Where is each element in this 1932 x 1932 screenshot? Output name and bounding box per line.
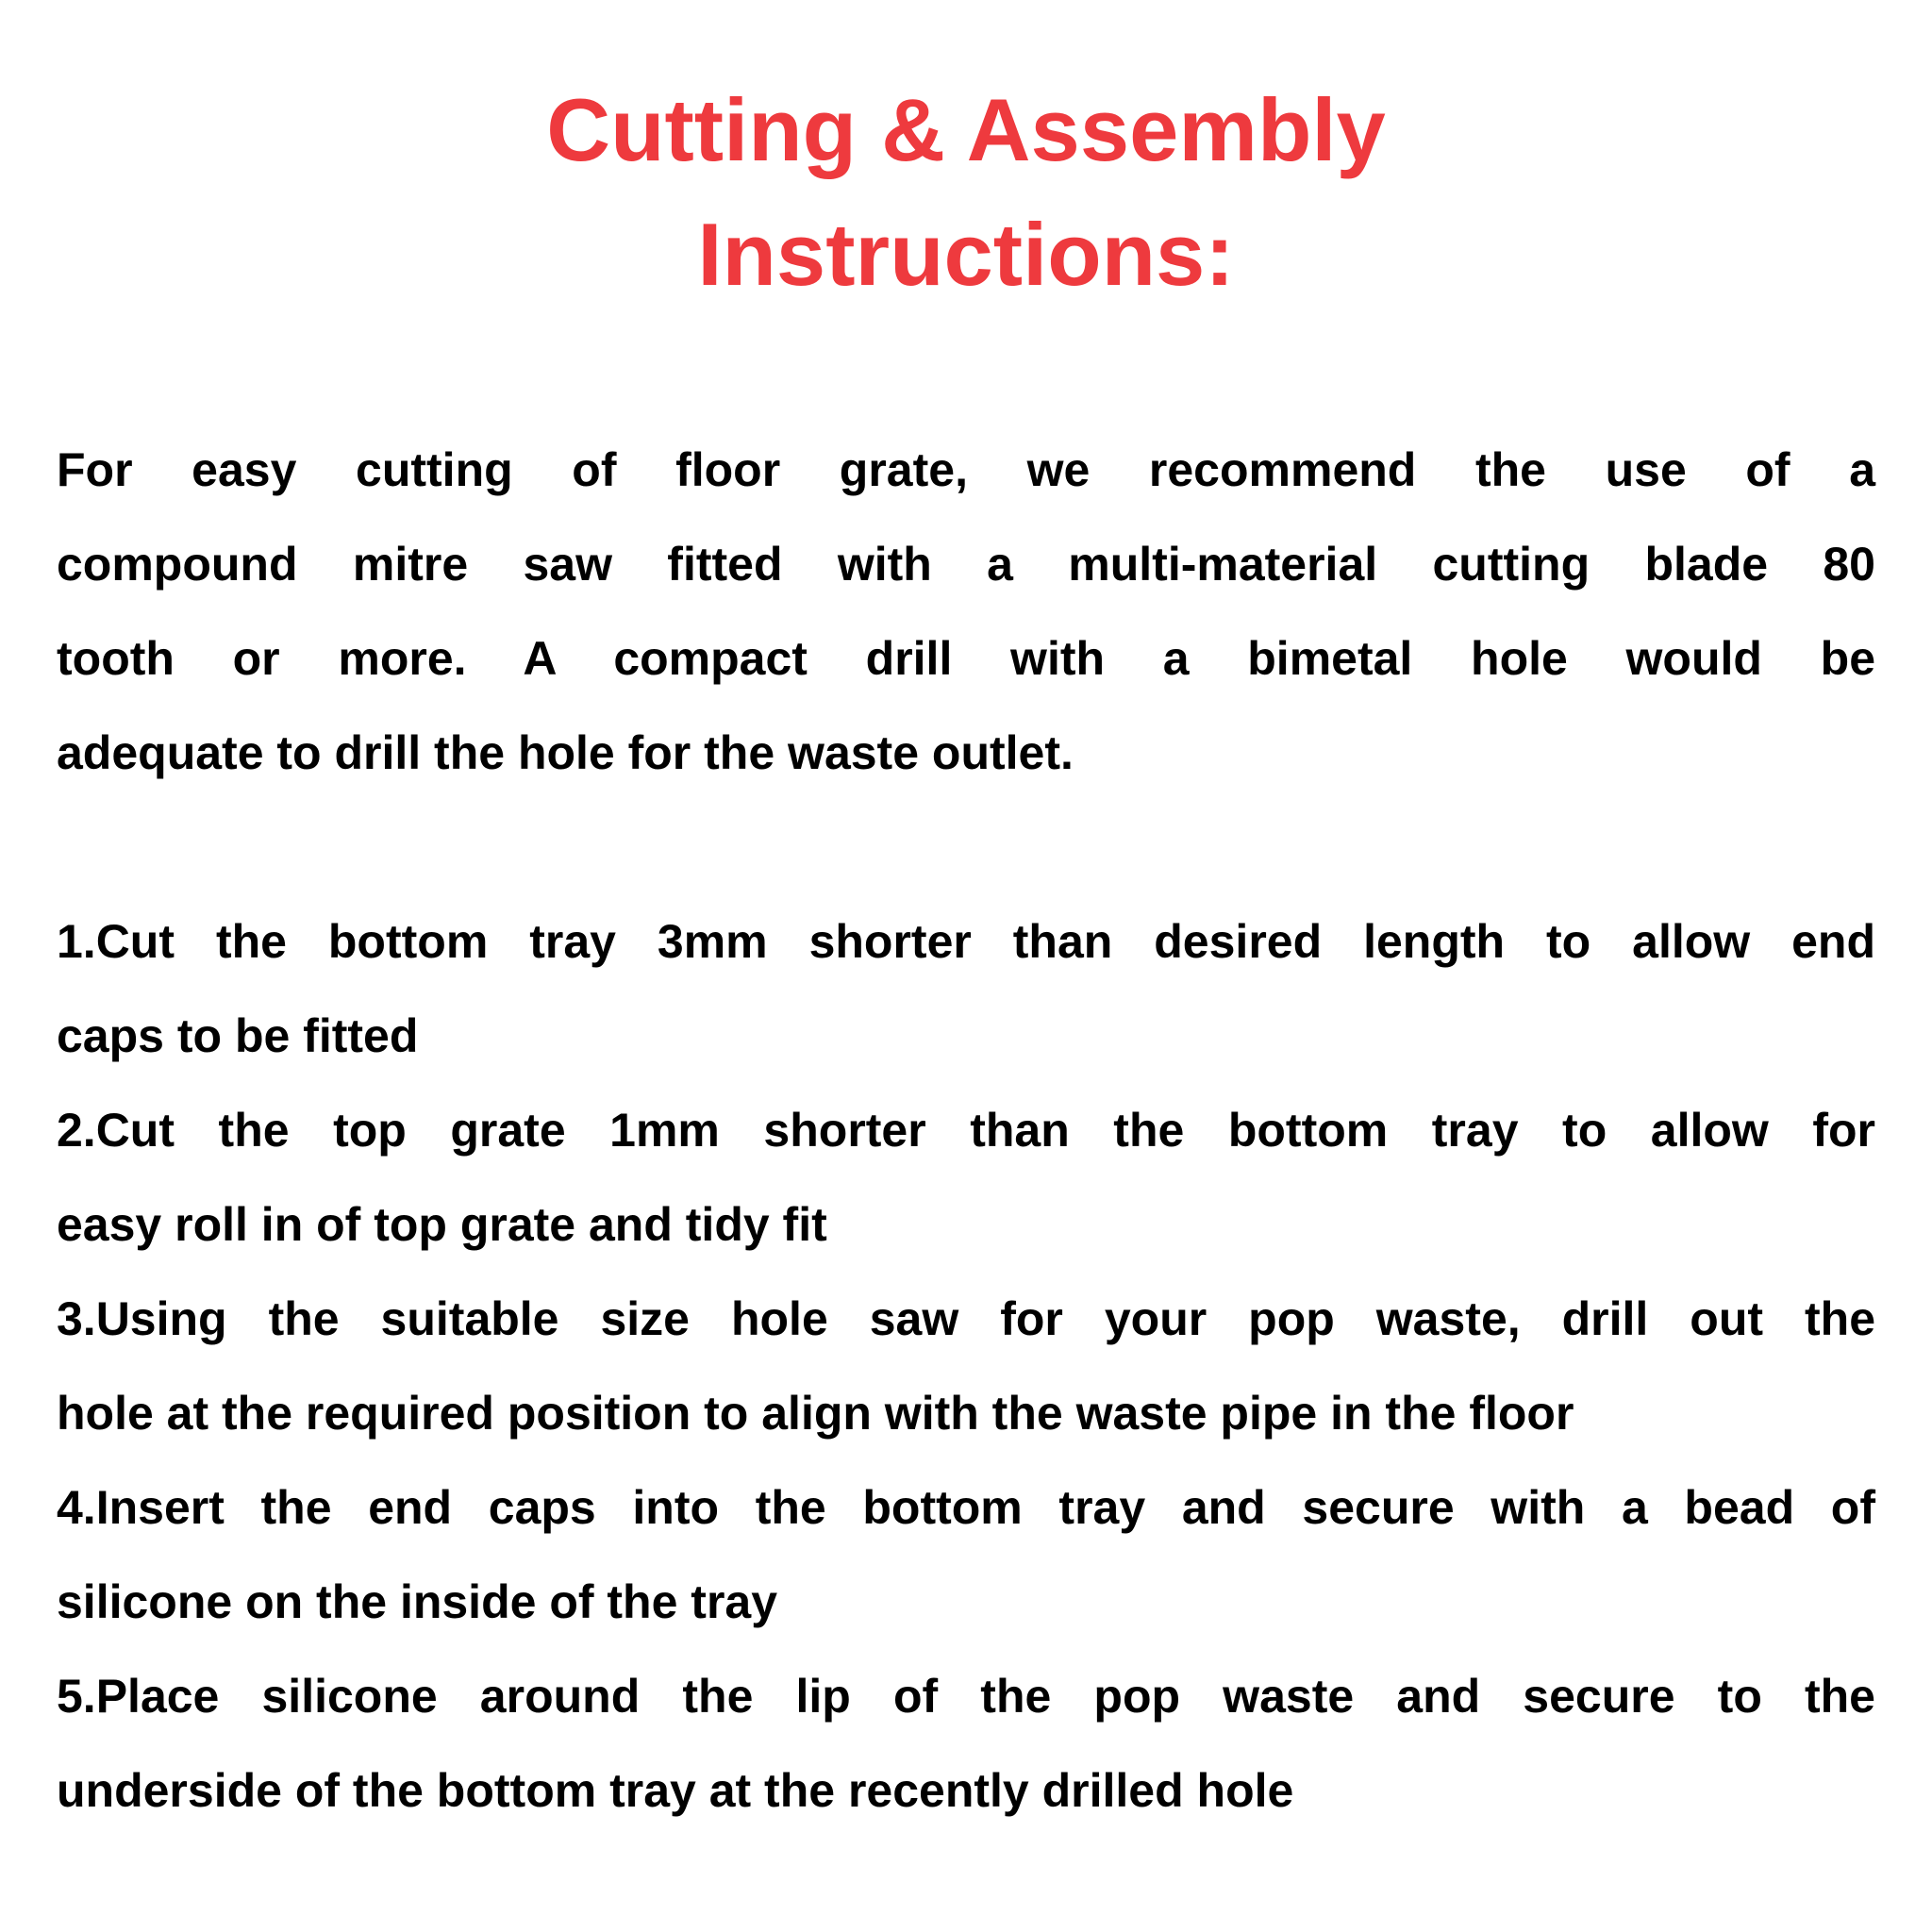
step-line: hole at the required position to align with the waste pipe in the floor	[57, 1387, 1574, 1440]
step-line: easy roll in of top grate and tidy fit	[57, 1198, 827, 1251]
instructions-body	[57, 423, 1875, 1838]
intro-line: adequate to drill the hole for the waste outlet.	[57, 726, 1074, 779]
page-title	[0, 0, 1932, 317]
step-line: underside of the bottom tray at the recently drilled hole	[57, 1764, 1294, 1817]
intro-line: compound mitre saw fitted with a multi-material cutting blade 80	[57, 538, 1875, 591]
step-item-5	[57, 1649, 1875, 1838]
step-line: 3.Using the suitable size hole saw for your pop waste, drill out the	[57, 1292, 1875, 1345]
step-line: silicone on the inside of the tray	[57, 1575, 778, 1628]
step-line: 4.Insert the end caps into the bottom tray and secure with a bead of	[57, 1481, 1875, 1534]
step-item-3	[57, 1272, 1875, 1460]
step-item-4	[57, 1460, 1875, 1649]
step-line: 1.Cut the bottom tray 3mm shorter than desired length to allow end	[57, 915, 1875, 968]
title-line-1: Cutting & Assembly	[546, 80, 1386, 179]
step-item-1	[57, 894, 1875, 1083]
step-line: caps to be fitted	[57, 1009, 419, 1062]
step-line: 2.Cut the top grate 1mm shorter than the bottom tray to allow for	[57, 1104, 1875, 1157]
intro-line: tooth or more. A compact drill with a bimetal hole would be	[57, 632, 1875, 685]
step-line: 5.Place silicone around the lip of the pop waste and secure to the	[57, 1670, 1875, 1723]
intro-line: For easy cutting of floor grate, we recommend the use of a	[57, 443, 1875, 496]
paragraph-spacer	[57, 800, 1875, 894]
title-line-2: Instructions:	[697, 205, 1235, 304]
step-item-2	[57, 1083, 1875, 1272]
intro-paragraph	[57, 423, 1875, 800]
